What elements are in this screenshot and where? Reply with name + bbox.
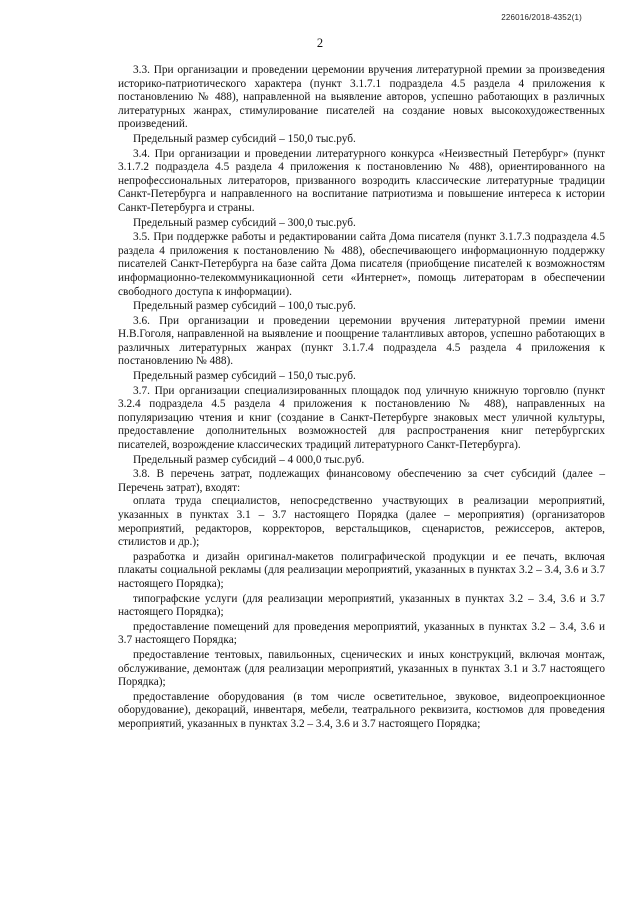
page-number: 2 xyxy=(316,36,324,50)
paragraph-3-7: 3.7. При организации специализированных площадок под уличную книжную торговлю (пункт 3.2.4 подраздела 4.5 раздела 4 приложения к постановлению № 488), направленных на популяризацию чтения и книг (создание в Санкт-Петербурге знаковых мест уличной культуры, предоставление дополнительных возможностей для распространения книг петербургских писателей, возрождение классических традиций литературного Санкт-Петербурга). xyxy=(118,384,605,452)
subsidy-limit-3-6: Предельный размер субсидий – 150,0 тыс.руб. xyxy=(133,370,356,383)
document-body xyxy=(118,64,605,733)
subsidy-limit-3-4: Предельный размер субсидий – 300,0 тыс.руб. xyxy=(133,216,356,229)
subsidy-limit-3-5: Предельный размер субсидий – 100,0 тыс.руб. xyxy=(133,300,356,313)
paragraph-3-4: 3.4. При организации и проведении литературного конкурса «Неизвестный Петербург» (пункт 3.1.7.2 подраздела 4.5 раздела 4 приложения к постановлению № 488), ориентированного на непрофессиональных литераторов, призванного возродить классические литературные традиции Санкт-Петербурга и направленного на воспитание патриотизма и повышение интереса к истории Санкт-Петербурга и страны. xyxy=(118,147,605,214)
cost-item-structures: предоставление тентовых, павильонных, сценических и иных конструкций, включая монтаж, обслуживание, демонтаж (для реализации мероприятий, указанных в пунктах 3.1 и 3.7 настоящего Порядка); xyxy=(118,648,605,689)
paragraph-3-5: 3.5. При поддержке работы и редактировании сайта Дома писателя (пункт 3.1.7.3 подраздела 4.5 раздела 4 приложения к постановлению № 488), обеспечивающего информационную поддержку писателей Санкт-Петербурга на базе сайта Дома писателя (приобщение писателей к возможностям информационно-телекоммуникационной сети «Интернет», помощь литераторам в обеспечении свободного доступа к информации). xyxy=(118,231,605,298)
cost-item-print-design: разработка и дизайн оригинал-макетов полиграфической продукции и ее печать, включая плакаты социальной рекламы (для реализации мероприятий, указанных в пунктах 3.2 – 3.4, 3.6 и 3.7 настоящего Порядка); xyxy=(118,550,605,590)
subsidy-limit-3-7: Предельный размер субсидий – 4 000,0 тыс.руб. xyxy=(133,453,365,466)
cost-item-premises: предоставление помещений для проведения мероприятий, указанных в пунктах 3.2 – 3.4, 3.6 и 3.7 настоящего Порядка; xyxy=(118,620,605,647)
cost-item-typography: типографские услуги (для реализации мероприятий, указанных в пунктах 3.2 – 3.4, 3.6 и 3.7 настоящего Порядка); xyxy=(118,592,605,619)
subsidy-limit-3-3: Предельный размер субсидий – 150,0 тыс.руб. xyxy=(133,132,356,145)
cost-item-staff-pay: оплата труда специалистов, непосредственно участвующих в реализации мероприятий, указанных в пунктах 3.1 – 3.7 настоящего Порядка (далее – мероприятия) (организаторов мероприятий, редакторов, корректоров, верстальщиков, сценаристов, режиссеров, актеров, стилистов и др.); xyxy=(118,495,605,549)
paragraph-3-6: 3.6. При организации и проведении церемонии вручения литературной премии имени Н.В.Гоголя, направленной на выявление и поощрение талантливых авторов, успешно работающих в различных литературных жанрах (пункт 3.1.7.4 подраздела 4.5 раздела 4 приложения к постановлению № 488). xyxy=(118,314,605,368)
paragraph-3-8: 3.8. В перечень затрат, подлежащих финансовому обеспечению за счет субсидий (далее – Перечень затрат), входят: xyxy=(118,468,605,494)
document-id: 226016/2018-4352(1) xyxy=(501,13,582,22)
cost-item-equipment: предоставление оборудования (в том числе осветительное, звуковое, видеопроекционное оборудование), декораций, инвентаря, мебели, театрального реквизита, костюмов для проведения мероприятий, указанных в пунктах 3.2 – 3.4, 3.6 и 3.7 настоящего Порядка; xyxy=(118,690,605,730)
paragraph-3-3: 3.3. При организации и проведении церемонии вручения литературной премии за произведения историко-патриотического характера (пункт 3.1.7.1 подраздела 4.5 раздела 4 приложения к постановлению № 488), направленной на выявление авторов, успешно работающих в различных литературных жанрах, стимулирование писателей на создание новых высокохудожественных произведений. xyxy=(118,64,605,131)
